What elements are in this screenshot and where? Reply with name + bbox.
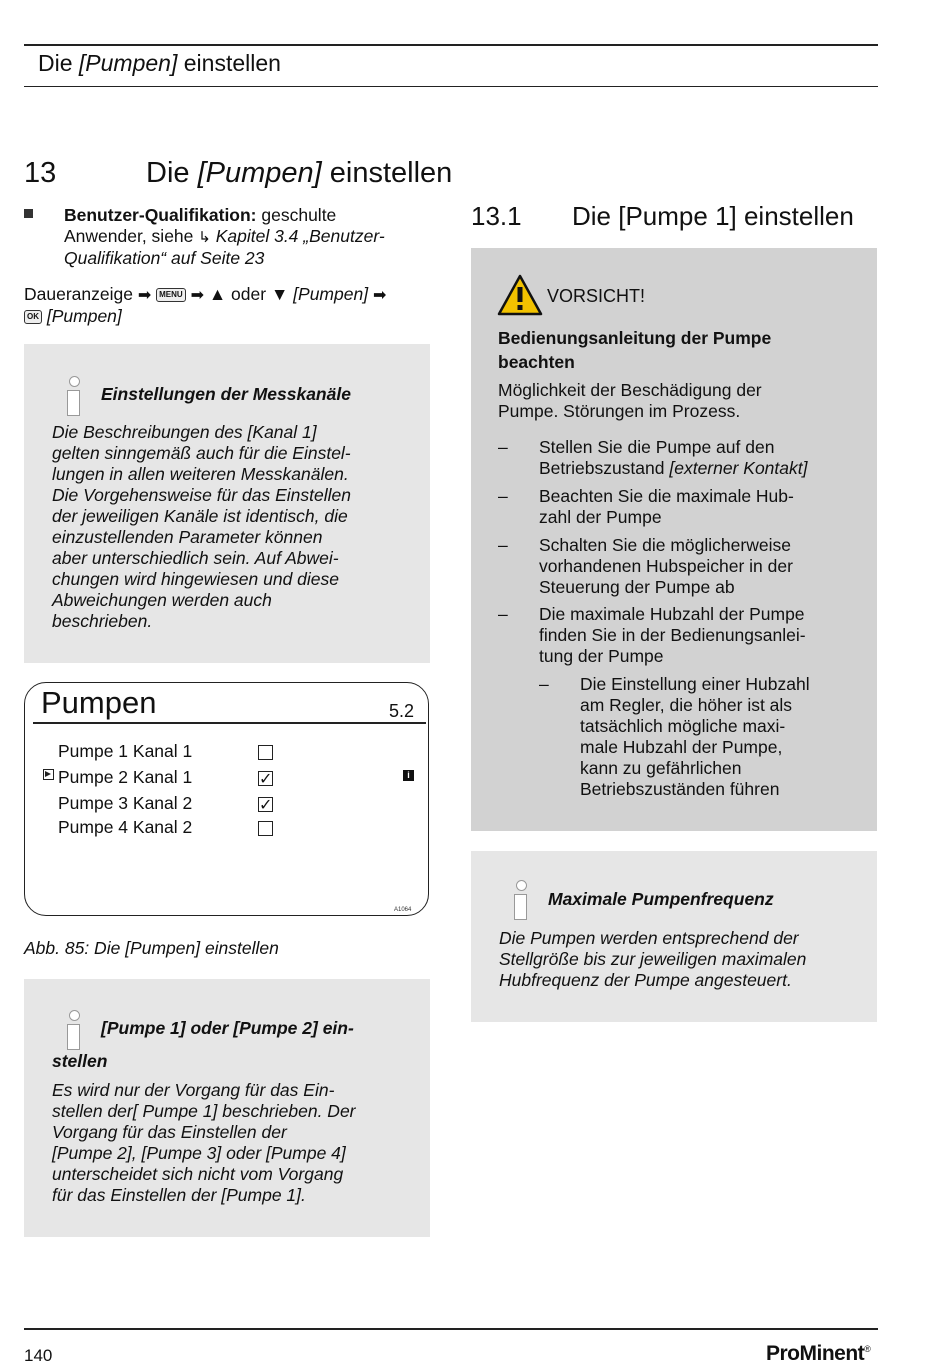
down-key-icon: ▼	[270, 284, 289, 304]
info-box-measurement-channels	[24, 344, 430, 663]
info-box-heading: [Pumpe 1] oder [Pumpe 2] ein-	[101, 1018, 354, 1038]
warning-list-item: Schalten Sie die möglicherweise vorhandenen Hubspeicher in der Steuerung der Pumpe ab	[539, 535, 793, 597]
list-dash: –	[498, 535, 508, 555]
lcd-list-item[interactable]: Pumpe 3 Kanal 2 ✓	[58, 793, 273, 814]
arrow-right-icon: ➡	[372, 287, 387, 304]
info-marker-icon: i	[403, 770, 414, 781]
figure-id: A1064	[394, 907, 412, 913]
section-title: Die [Pumpe 1] einstellen	[572, 201, 854, 231]
info-box-pump-selection	[24, 979, 430, 1237]
checkbox[interactable]	[258, 745, 273, 760]
checkbox[interactable]: ✓	[259, 771, 273, 788]
warning-box	[471, 248, 877, 831]
ok-key-icon: OK	[24, 310, 42, 324]
info-icon	[509, 880, 531, 922]
list-dash: –	[498, 604, 508, 624]
chapter-title: Die [Pumpen] einstellen	[146, 157, 453, 189]
list-dash: –	[498, 437, 508, 457]
lcd-display	[24, 682, 429, 916]
lcd-list-item[interactable]: Pumpe 2 Kanal 1 ✓	[58, 767, 273, 788]
warning-list-item: Die maximale Hubzahl der Pumpe finden Sie in der Bedienungsanlei- tung der Pumpe	[539, 604, 806, 666]
selection-cursor-icon	[43, 769, 54, 780]
warning-list-item: Beachten Sie die maximale Hub- zahl der Pumpe	[539, 486, 794, 527]
list-dash: –	[498, 486, 508, 506]
figure-caption: Abb. 85: Die [Pumpen] einstellen	[24, 938, 279, 958]
header-rule-bottom	[24, 86, 878, 87]
lcd-title-rule	[33, 722, 426, 724]
warning-sub-list-item: Die Einstellung einer Hubzahl am Regler, die höher ist als tatsächlich mögliche maxi- male Hubzahl der Pumpe, kann zu gefährlichen Betriebszuständen führen	[580, 674, 810, 799]
lcd-list-item[interactable]: Pumpe 1 Kanal 1	[58, 741, 192, 762]
info-box-heading: Einstellungen der Messkanäle	[101, 384, 351, 404]
list-dash: –	[539, 674, 549, 694]
info-box-body: Die Beschreibungen des [Kanal 1] gelten sinngemäß auch für die Einstel- lungen in allen weiteren Messkanälen. Die Vorgehensweise für das Einstellen der jeweiligen Kanäle ist identisch, die einzustellenden Parameter können aber unterschiedlich sein. Auf Abwei- chungen wird hingewiesen und diese Abweichungen werden auch beschrieben.	[52, 422, 351, 631]
header-rule-top	[24, 44, 878, 46]
lcd-title: Pumpen	[41, 685, 157, 720]
brand-logo: ProMinent®	[766, 1342, 871, 1365]
header-title: Die [Pumpen] einstellen	[38, 50, 281, 76]
page-number: 140	[24, 1346, 53, 1365]
qualification-link[interactable]: Kapitel 3.4 „Benutzer-	[215, 226, 385, 246]
up-key-icon: ▲	[208, 284, 227, 304]
footer-rule	[24, 1328, 878, 1330]
checkbox[interactable]: ✓	[259, 797, 273, 814]
arrow-right-icon: ➡	[190, 287, 204, 304]
navigation-path: Daueranzeige ➡ MENU ➡ ▲ oder ▼ [Pumpen] ➡ OK [Pumpen]	[24, 284, 387, 326]
info-icon	[62, 376, 84, 418]
warning-list-item: Stellen Sie die Pumpe auf den Betriebszustand [externer Kontakt]	[539, 437, 808, 478]
info-icon	[62, 1010, 84, 1052]
lcd-menu-number: 5.2	[389, 701, 415, 721]
arrow-right-icon: ➡	[137, 287, 152, 304]
warning-triangle-icon	[497, 274, 543, 316]
warning-description: Möglichkeit der Beschädigung der Pumpe. Störungen im Prozess.	[498, 380, 762, 421]
info-box-heading: Maximale Pumpenfrequenz	[548, 889, 774, 909]
qualification-text: Benutzer-Qualifikation: geschulte Anwender, siehe ↳ Kapitel 3.4 „Benutzer- Qualifikation“ auf Seite 23	[64, 205, 385, 268]
warning-signal-word: VORSICHT!	[547, 286, 646, 306]
info-box-max-pump-frequency	[471, 851, 877, 1022]
section-number: 13.1	[471, 201, 522, 231]
warning-heading: Bedienungsanleitung der Pumpe beachten	[498, 328, 772, 372]
info-box-heading-cont: stellen	[52, 1051, 108, 1071]
lcd-list-item[interactable]: Pumpe 4 Kanal 2	[58, 817, 192, 838]
checkbox[interactable]	[258, 821, 273, 836]
bullet-square-icon	[24, 209, 33, 218]
link-arrow-icon: ↳	[198, 229, 211, 246]
chapter-number: 13	[24, 157, 57, 189]
info-box-body: Es wird nur der Vorgang für das Ein- stellen der[ Pumpe 1] beschrieben. Der Vorgang für das Einstellen der [Pumpe 2], [Pumpe 3] oder [Pumpe 4] unterscheidet sich nicht vom Vorgang für das Einstellen der [Pumpe 1].	[52, 1080, 356, 1205]
info-box-body: Die Pumpen werden entsprechend der Stellgröße bis zur jeweiligen maximalen Hubfrequenz der Pumpe angesteuert.	[499, 928, 807, 990]
menu-key-icon: MENU	[156, 288, 186, 302]
